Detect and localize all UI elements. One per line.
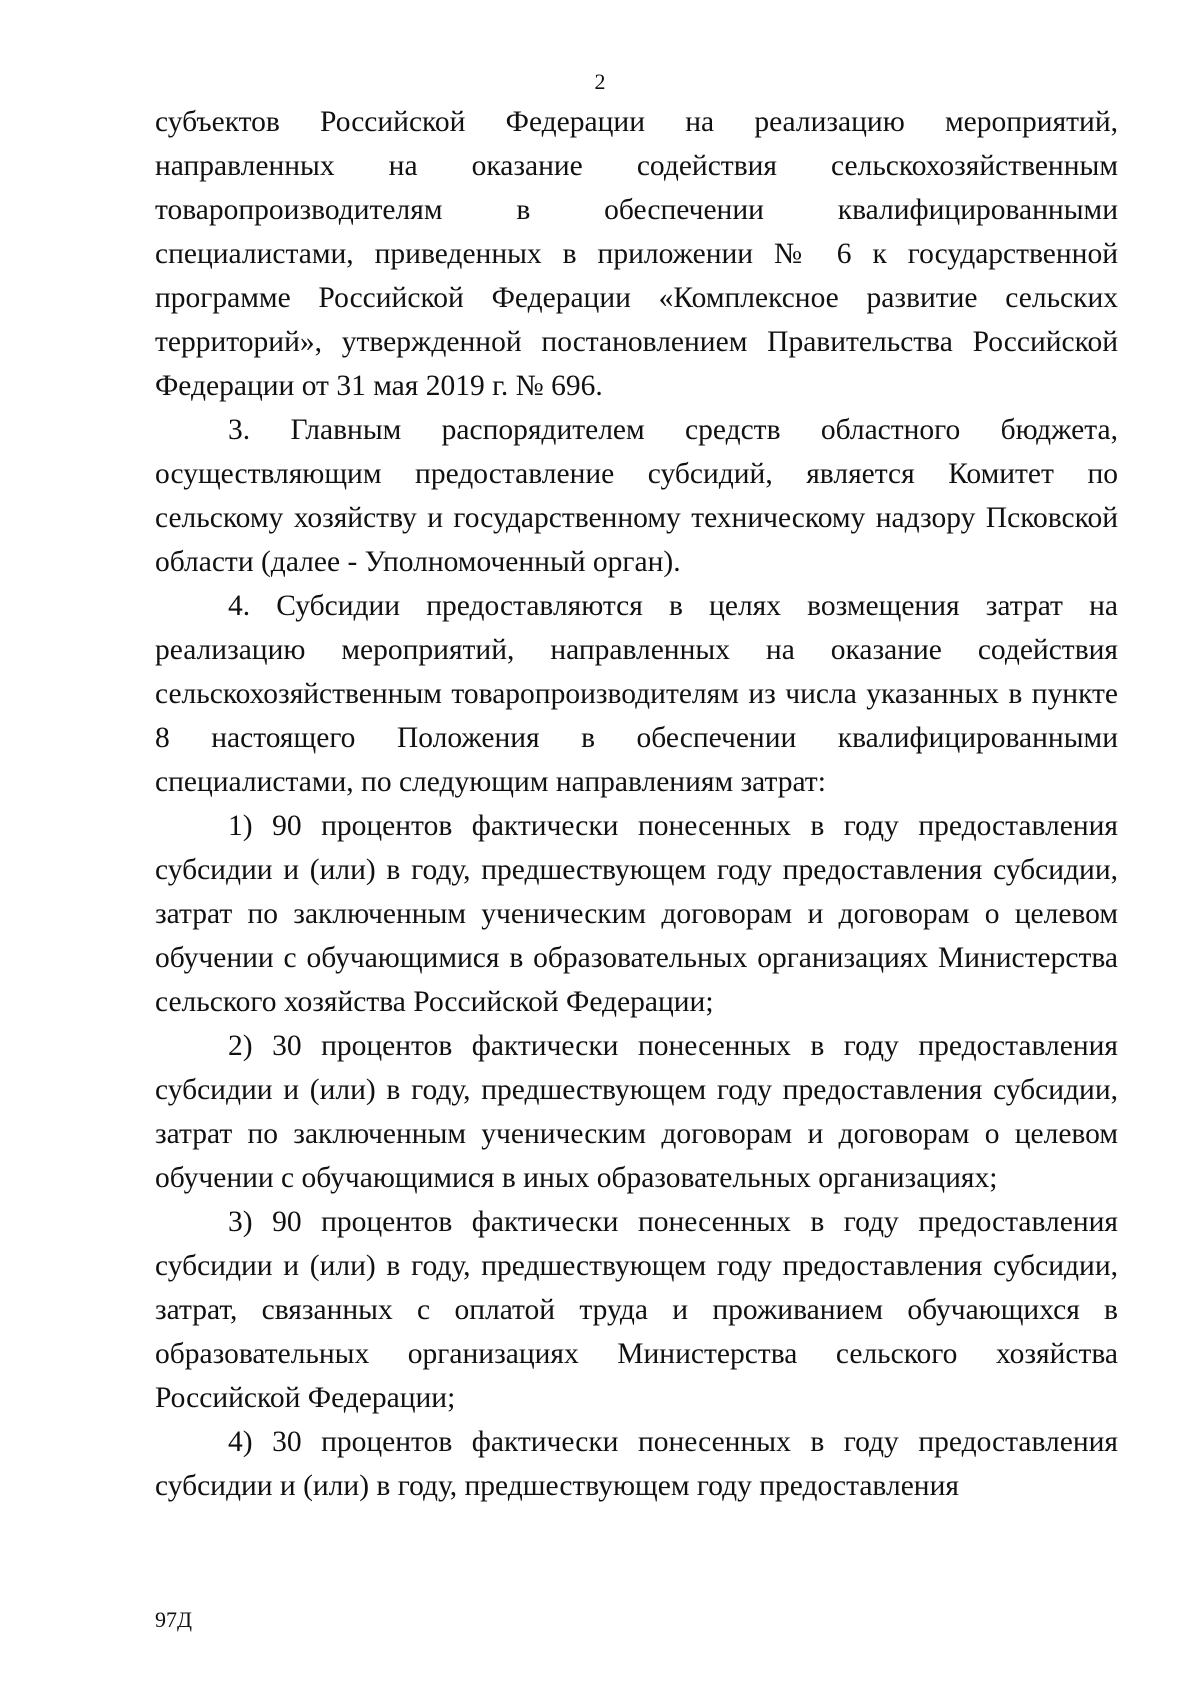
footer-document-code: 97Д	[155, 1607, 193, 1632]
paragraph-subitem-1: 1) 90 процентов фактически понесенных в году предоставления субсидии и (или) в году, предшествующем году предоставления субсидии, затрат по заключенным ученическим договорам и договорам о целевом обучении с обучающимися в образовательных организациях Министерства сельского хозяйства Российской Федерации;	[155, 810, 1118, 1018]
paragraph-item-3: 3. Главным распорядителем средств областного бюджета, осуществляющим предоставление субсидий, является Комитет по сельскому хозяйству и государственному техническому надзору Псковской области (далее - Уполномоченный орган).	[155, 414, 1118, 578]
paragraph-subitem-3: 3) 90 процентов фактически понесенных в году предоставления субсидии и (или) в году, предшествующем году предоставления субсидии, затрат, связанных с оплатой труда и проживанием обучающихся в образовательных организациях Министерства сельского хозяйства Российской Федерации;	[155, 1206, 1118, 1414]
paragraph-item-4: 4. Субсидии предоставляются в целях возмещения затрат на реализацию мероприятий, направленных на оказание содействия сельскохозяйственным товаропроизводителям из числа указанных в пункте 8 настоящего Положения в обеспечении квалифицированными специалистами, по следующим направлениям затрат:	[155, 590, 1118, 798]
paragraph-continuation: субъектов Российской Федерации на реализацию мероприятий, направленных на оказание содействия сельскохозяйственным товаропроизводителям в обеспечении квалифицированными специалистами, приведенных в приложении № 6 к государственной программе Российской Федерации «Комплексное развитие сельских территорий», утвержденной постановлением Правительства Российской Федерации от 31 мая 2019 г. № 696.	[155, 106, 1118, 402]
document-body	[155, 100, 1118, 1508]
paragraph-subitem-4: 4) 30 процентов фактически понесенных в году предоставления субсидии и (или) в году, предшествующем году предоставления	[155, 1426, 1118, 1502]
paragraph-subitem-2: 2) 30 процентов фактически понесенных в году предоставления субсидии и (или) в году, предшествующем году предоставления субсидии, затрат по заключенным ученическим договорам и договорам о целевом обучении с обучающимися в иных образовательных организациях;	[155, 1030, 1118, 1194]
page-number: 2	[594, 69, 606, 94]
